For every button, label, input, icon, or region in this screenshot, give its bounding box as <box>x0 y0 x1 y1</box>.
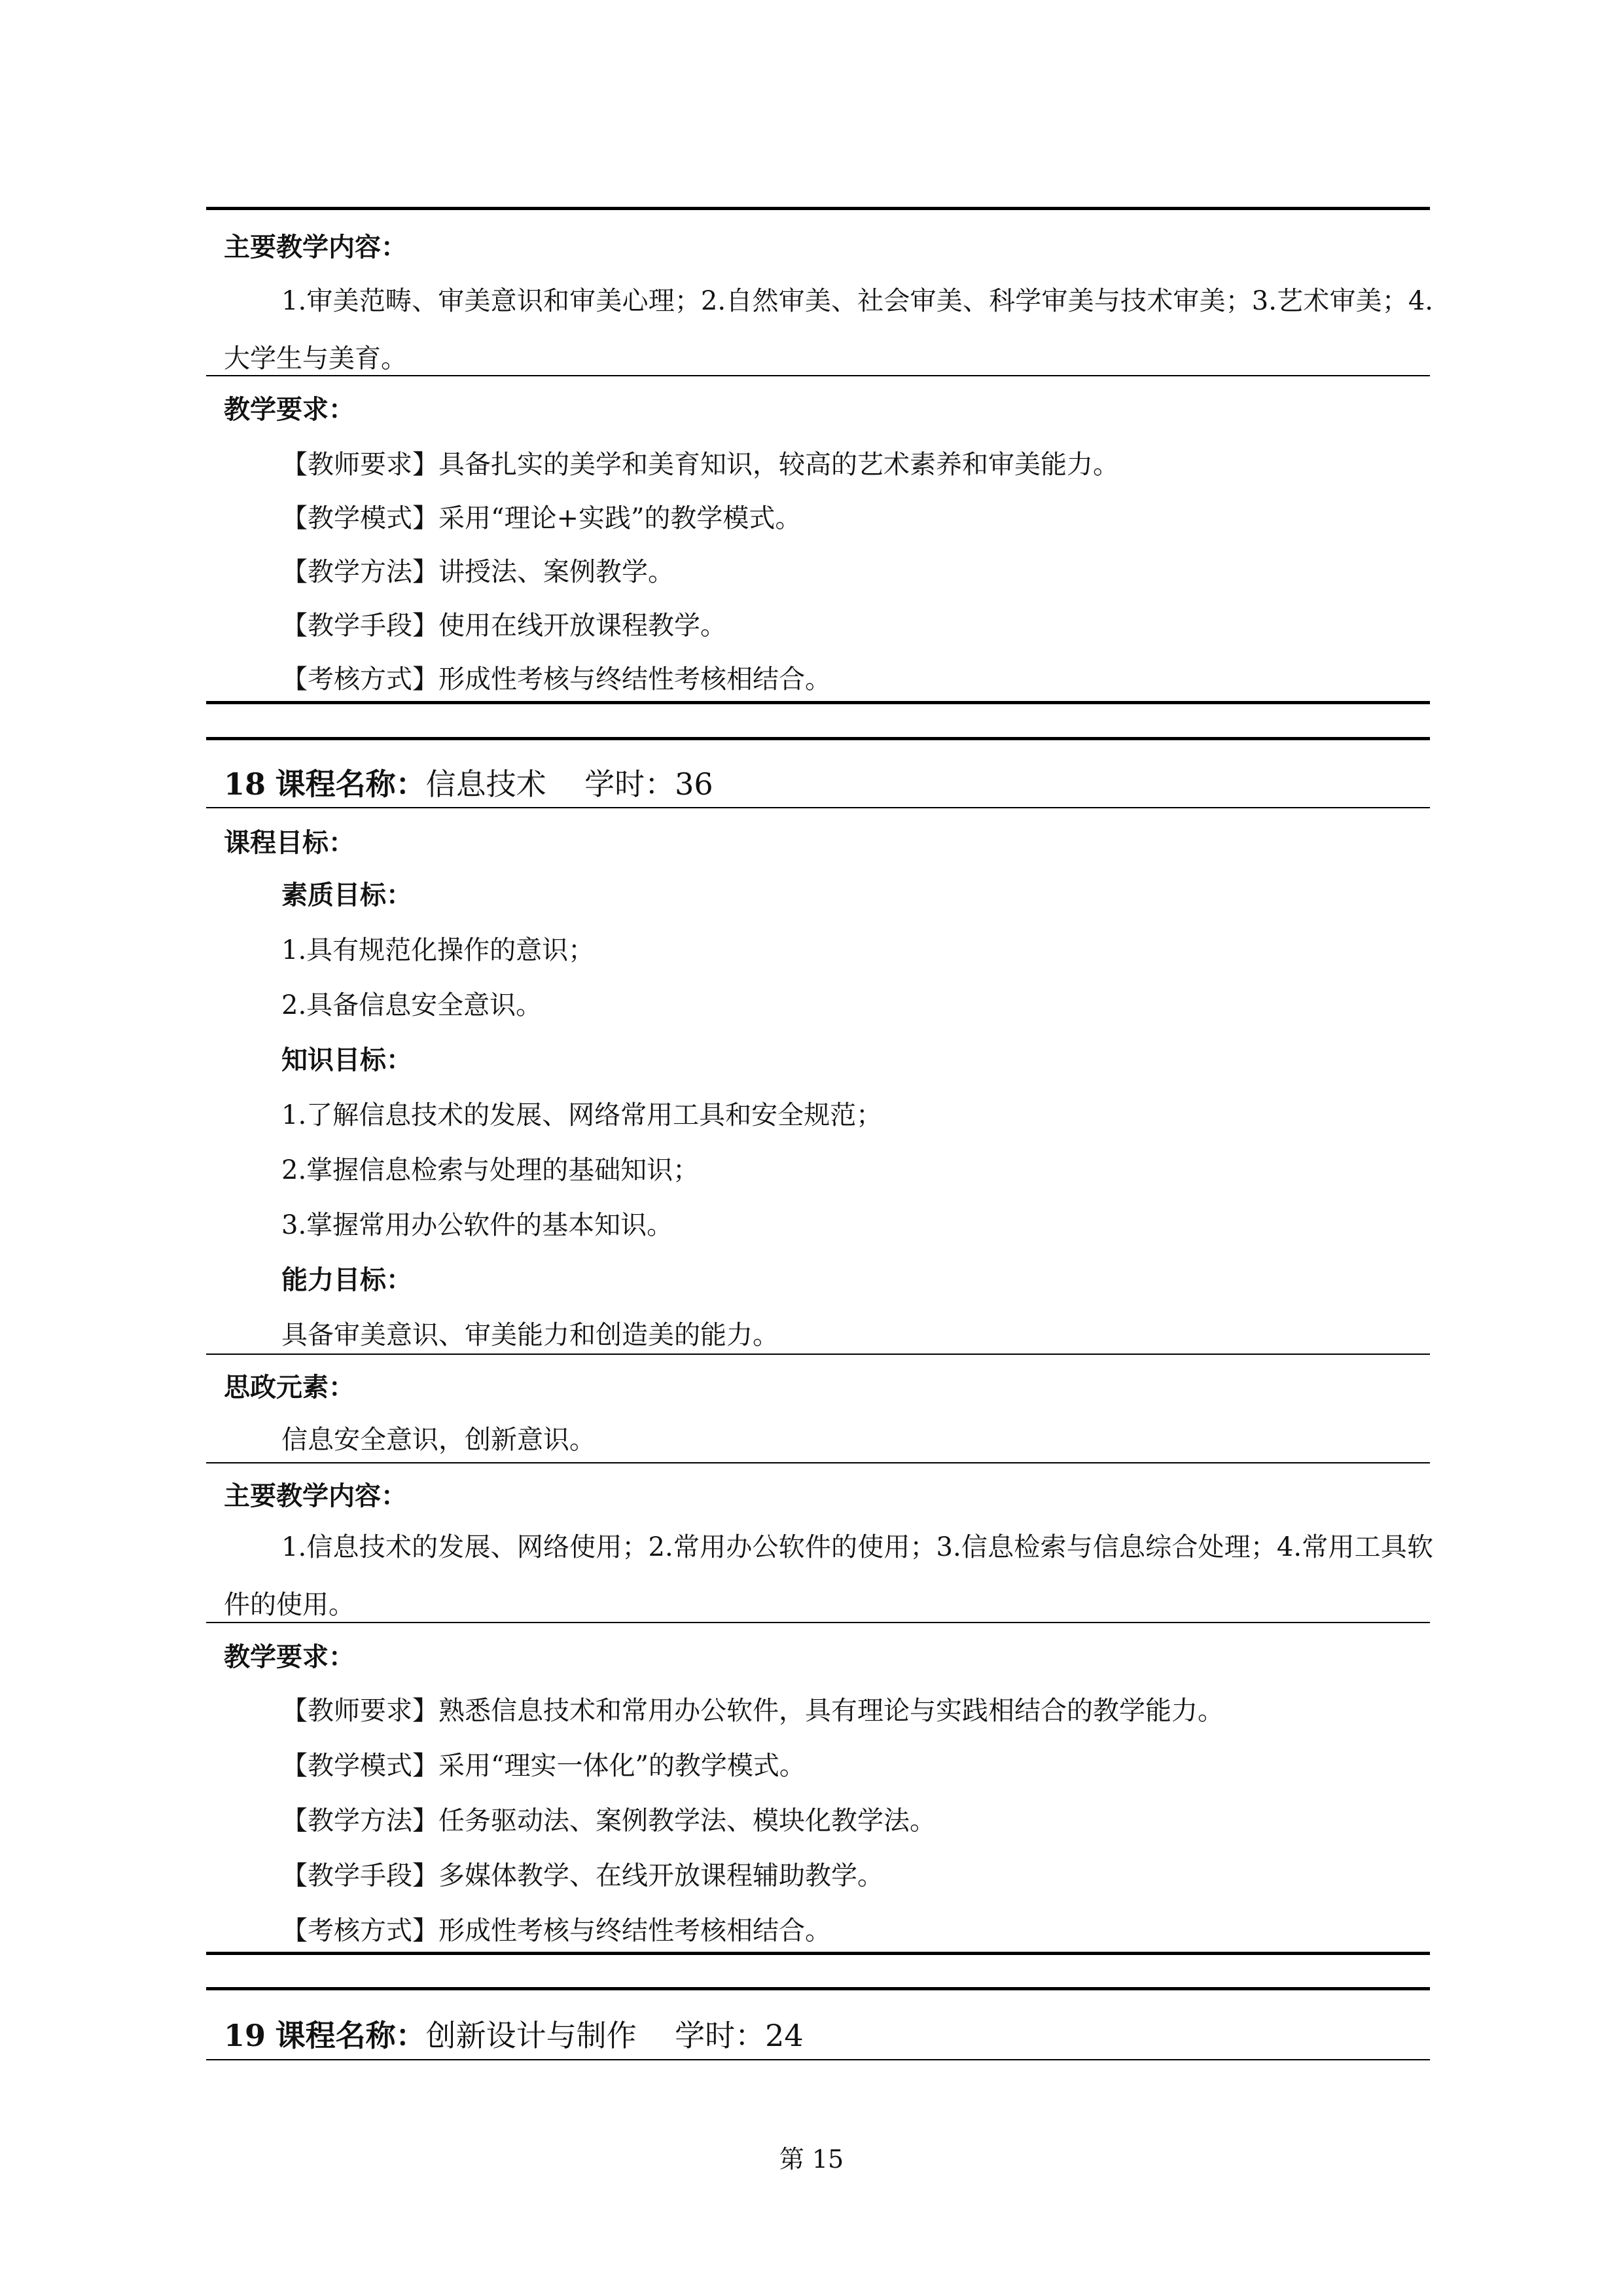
table-top-border <box>206 737 1430 740</box>
requirement-tag: 【教学方法】 <box>281 557 438 587</box>
ability-heading: 能力目标： <box>281 1265 412 1295</box>
hours-label: 学时： <box>675 2018 766 2053</box>
requirement-tag: 【教学模式】 <box>281 1751 438 1781</box>
hours-value: 24 <box>765 2018 804 2053</box>
content-heading: 主要教学内容： <box>224 1480 407 1511</box>
requirement-text: 多媒体教学、在线开放课程辅助教学。 <box>438 1861 883 1891</box>
requirement-text: 熟悉信息技术和常用办公软件，具有理论与实践相结合的教学能力。 <box>438 1696 1224 1726</box>
course-name-label: 课程名称： <box>275 2018 426 2053</box>
requirement-item <box>281 556 1433 588</box>
row-divider <box>206 375 1430 376</box>
requirement-tag: 【教师要求】 <box>281 1696 438 1726</box>
requirements-heading: 教学要求： <box>224 394 355 425</box>
requirement-item <box>281 1750 1433 1782</box>
requirement-tag: 【考核方式】 <box>281 664 438 694</box>
goal-item: 1.了解信息技术的发展、网络常用工具和安全规范； <box>281 1100 883 1130</box>
table-top-border <box>206 1987 1430 1990</box>
requirement-tag: 【教学方法】 <box>281 1806 438 1836</box>
row-divider <box>206 807 1430 808</box>
course-name: 信息技术 <box>425 766 546 802</box>
requirement-text: 形成性考核与终结性考核相结合。 <box>438 664 831 694</box>
course-title <box>224 2017 1433 2054</box>
requirement-item <box>281 610 1433 641</box>
hours-value: 36 <box>675 766 713 802</box>
requirement-item <box>281 1860 1433 1892</box>
requirement-item <box>281 1695 1433 1727</box>
requirement-tag: 【教师要求】 <box>281 450 438 480</box>
row-divider <box>206 1462 1430 1463</box>
content-heading: 主要教学内容： <box>224 232 407 262</box>
table-bottom-border <box>206 1952 1430 1955</box>
hours-label: 学时： <box>584 766 675 802</box>
ideology-text: 信息安全意识，创新意识。 <box>281 1425 596 1455</box>
content-text: 1.审美范畴、审美意识和审美心理；2.自然审美、社会审美、科学审美与技术审美；3.艺术审美；4.大学生与美育。 <box>224 286 1433 374</box>
course-name-label: 课程名称： <box>275 766 426 802</box>
requirements-heading: 教学要求： <box>224 1641 355 1672</box>
requirement-tag: 【教学模式】 <box>281 503 438 533</box>
row-divider <box>206 2059 1430 2060</box>
content-text: 1.信息技术的发展、网络使用；2.常用办公软件的使用；3.信息检索与信息综合处理；4.常用工具软件的使用。 <box>224 1532 1433 1620</box>
requirement-tag: 【教学手段】 <box>281 611 438 641</box>
course-name: 创新设计与制作 <box>425 2018 637 2053</box>
ideology-heading: 思政元素： <box>224 1372 355 1403</box>
requirement-text: 讲授法、案例教学。 <box>438 557 674 587</box>
requirement-item <box>281 503 1433 534</box>
course-number: 19 <box>224 2018 266 2053</box>
goal-item: 具备审美意识、审美能力和创造美的能力。 <box>281 1320 779 1350</box>
requirement-text: 具备扎实的美学和美育知识，较高的艺术素养和审美能力。 <box>438 450 1119 480</box>
goal-item: 3.掌握常用办公软件的基本知识。 <box>281 1210 673 1240</box>
requirement-item <box>281 1805 1433 1837</box>
row-divider <box>206 1354 1430 1355</box>
goal-item: 2.掌握信息检索与处理的基础知识； <box>281 1155 700 1185</box>
course-title <box>224 766 1433 802</box>
goal-item: 2.具备信息安全意识。 <box>281 990 543 1020</box>
requirement-item <box>281 1915 1433 1946</box>
requirement-text: 任务驱动法、案例教学法、模块化教学法。 <box>438 1806 936 1836</box>
requirement-text: 采用“理论+实践”的教学模式。 <box>438 503 802 533</box>
requirement-text: 形成性考核与终结性考核相结合。 <box>438 1916 831 1946</box>
page-number: 第 15 <box>779 2145 844 2174</box>
requirement-text: 使用在线开放课程教学。 <box>438 611 726 641</box>
requirement-item <box>281 449 1433 480</box>
requirement-text: 采用“理实一体化”的教学模式。 <box>438 1751 806 1781</box>
requirement-item <box>281 664 1433 695</box>
course-number: 18 <box>224 766 266 802</box>
row-divider <box>206 1622 1430 1623</box>
table-top-border <box>206 207 1430 210</box>
quality-heading: 素质目标： <box>281 880 412 910</box>
table-bottom-border <box>206 701 1430 704</box>
requirement-tag: 【考核方式】 <box>281 1916 438 1946</box>
requirement-tag: 【教学手段】 <box>281 1861 438 1891</box>
goals-heading: 课程目标： <box>224 827 355 858</box>
knowledge-heading: 知识目标： <box>281 1045 412 1075</box>
goal-item: 1.具有规范化操作的意识； <box>281 935 595 965</box>
